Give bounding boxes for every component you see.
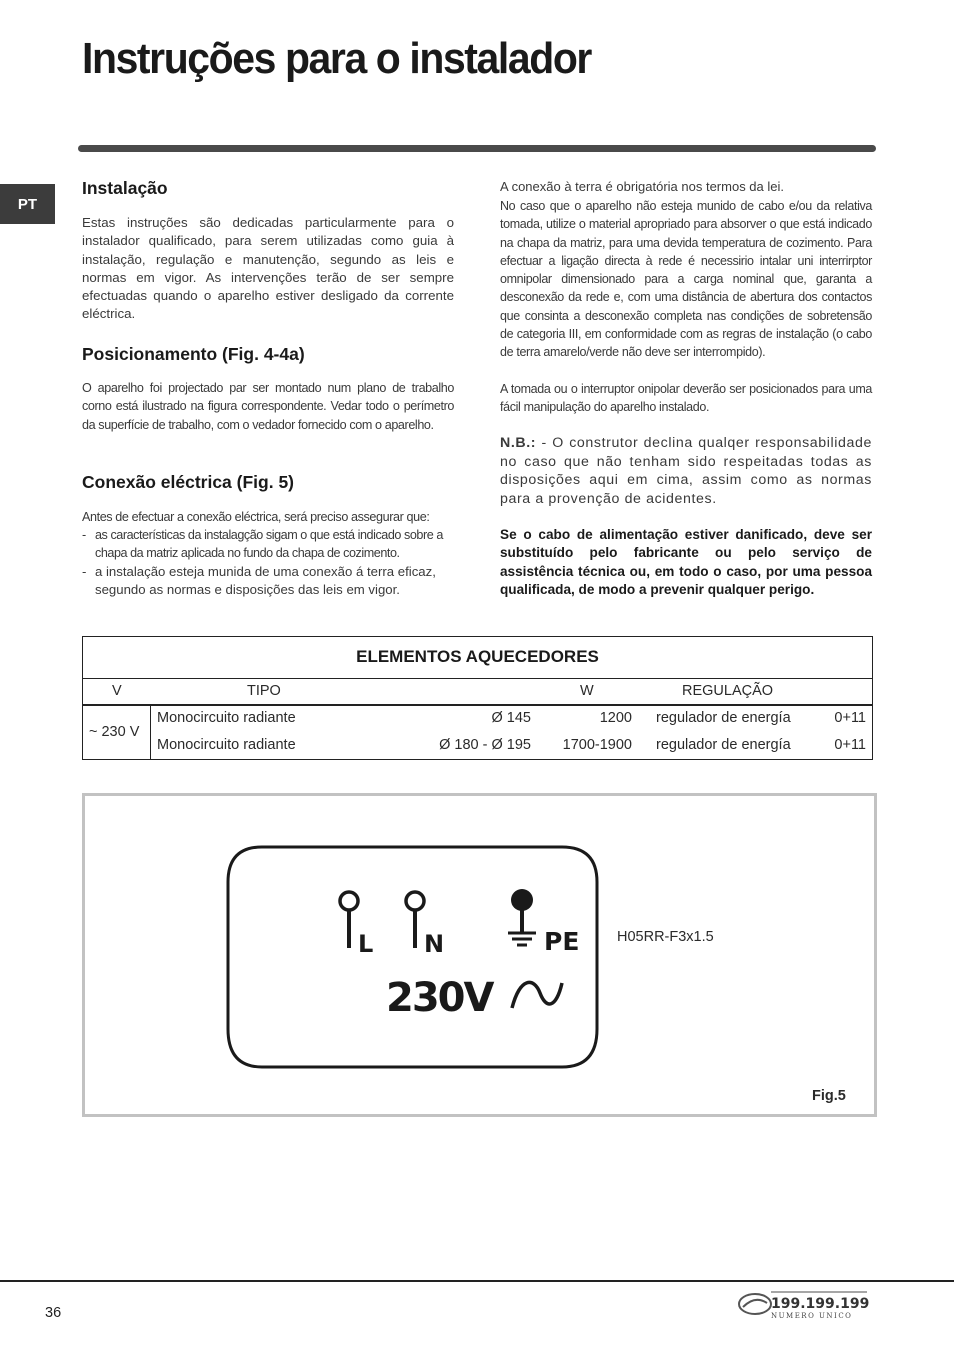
earthing-note: A conexão à terra é obrigatória nos termos da lei. [500, 179, 784, 194]
cable-type-label: H05RR-F3x1.5 [617, 929, 714, 945]
nb-label: N.B.: [500, 435, 537, 451]
section-heading-positioning: Posicionamento (Fig. 4-4a) [82, 344, 305, 364]
language-tab: PT [0, 184, 55, 224]
list-item: - as características da instalagção sigam o que está indicado sobre a chapa da matriz aplicada no fundo da chapa de cozimento. [82, 528, 443, 561]
header-tipo: TIPO [247, 683, 281, 699]
header-regulacao: REGULAÇÃO [682, 683, 774, 699]
connection-instructions: No caso que o aparelho não esteja munido de cabo e/ou da relativa tomada, utilize o material apropriado para absorver o que está indicado na chapa da matriz, para uma devida temperatura de cozimento. Para efectuar a ligação directa à rede é necessirio intalar uni interrirptor omnipolar dimensionado para a carga nominal que, garanta a desconexão da rede e, com uma distância de abertura dos contactos que consinta a desconexão completa nas condições de sobretensão de categoria III, em conformidade com as regras de instalação (o cabo de terra amarelo/verde não deve ser interrompido). [500, 199, 872, 360]
page-number: 36 [45, 1305, 62, 1321]
heating-elements-table: ELEMENTOS AQUECEDORES V TIPO W REGULAÇÃO ~ 230 V Monocircuito radiante Ø 145 1200 regulador de energía 0+11 Monocircuito radiante Ø 180 - Ø 195 1700-1900 regulador de energía 0+11 [82, 636, 873, 760]
electrical-requirements-list [82, 526, 454, 599]
terminal-label-n: N [424, 930, 445, 958]
voltage-cell: ~ 230 V [89, 724, 140, 740]
terminal-label-l: L [358, 930, 374, 958]
logo-tagline: NUMERO UNICO [771, 1312, 853, 1320]
positioning-text: O aparelho foi projectado par ser montado num plano de trabalho corno está ilustrado na figura correspondente. Vedar todo o perímetro da superfície de trabalho, com o vedador fornecido com o aparelho. [82, 381, 454, 432]
electrical-intro: Antes de efectuar a conexão eléctrica, será preciso assegurar que: [82, 510, 430, 524]
figure-caption: Fig.5 [812, 1088, 846, 1104]
alternating-current-icon [512, 982, 562, 1008]
page-title: Instruções para o instalador [82, 34, 591, 83]
title-divider [78, 145, 876, 152]
header-w: W [580, 683, 594, 699]
table-title: ELEMENTOS AQUECEDORES [356, 647, 599, 666]
service-number-logo [737, 1287, 871, 1321]
terminal-block-diagram [226, 845, 602, 1075]
socket-position-note: A tomada ou o interruptor onipolar deverão ser posicionados para uma fácil manipulação do aparelho instalado. [500, 382, 872, 415]
cable-warning: Se o cabo de alimentação estiver danificado, deve ser substituído pelo fabricante ou pelo serviço de assistência técnica ou, em todo o caso, por uma pessoa qualificada, de modo a prevenir qualquer perigo. [500, 527, 872, 597]
ground-icon [508, 889, 536, 945]
terminal-n-icon [406, 892, 424, 948]
voltage-label: 230V [386, 975, 493, 1021]
section-heading-electrical: Conexão eléctrica (Fig. 5) [82, 472, 295, 492]
logo-number: 199.199.199 [771, 1296, 870, 1312]
terminal-l-icon [340, 892, 358, 948]
list-item: - a instalação esteja munida de uma conexão á terra eficaz, segundo as normas e disposições das leis em vigor. [82, 563, 436, 597]
figure-5 [82, 793, 877, 1117]
phone-swoosh-icon [739, 1294, 771, 1314]
nb-disclaimer: N.B.: - O construtor declina qualqer responsabilidade no caso que não tenham sido respeitadas todas as disposições aqui em cima, assim como as normas para a provenção de acidentes. [500, 435, 872, 507]
terminal-block-outline [228, 847, 597, 1067]
header-v: V [112, 683, 122, 699]
terminal-label-pe: PE [544, 927, 580, 956]
footer-divider [0, 1280, 954, 1282]
section-heading-installation: Instalação [82, 178, 168, 198]
installation-text: Estas instruções são dedicadas particularmente para o instalador qualificado, para serem utilizadas como guia à instalação, regulação e manutenção, segundo as leis e normas em vigor. As intervenções terão de ser sempre efectuadas quando o aparelho estiver desligado da corrente eléctrica. [82, 215, 454, 322]
